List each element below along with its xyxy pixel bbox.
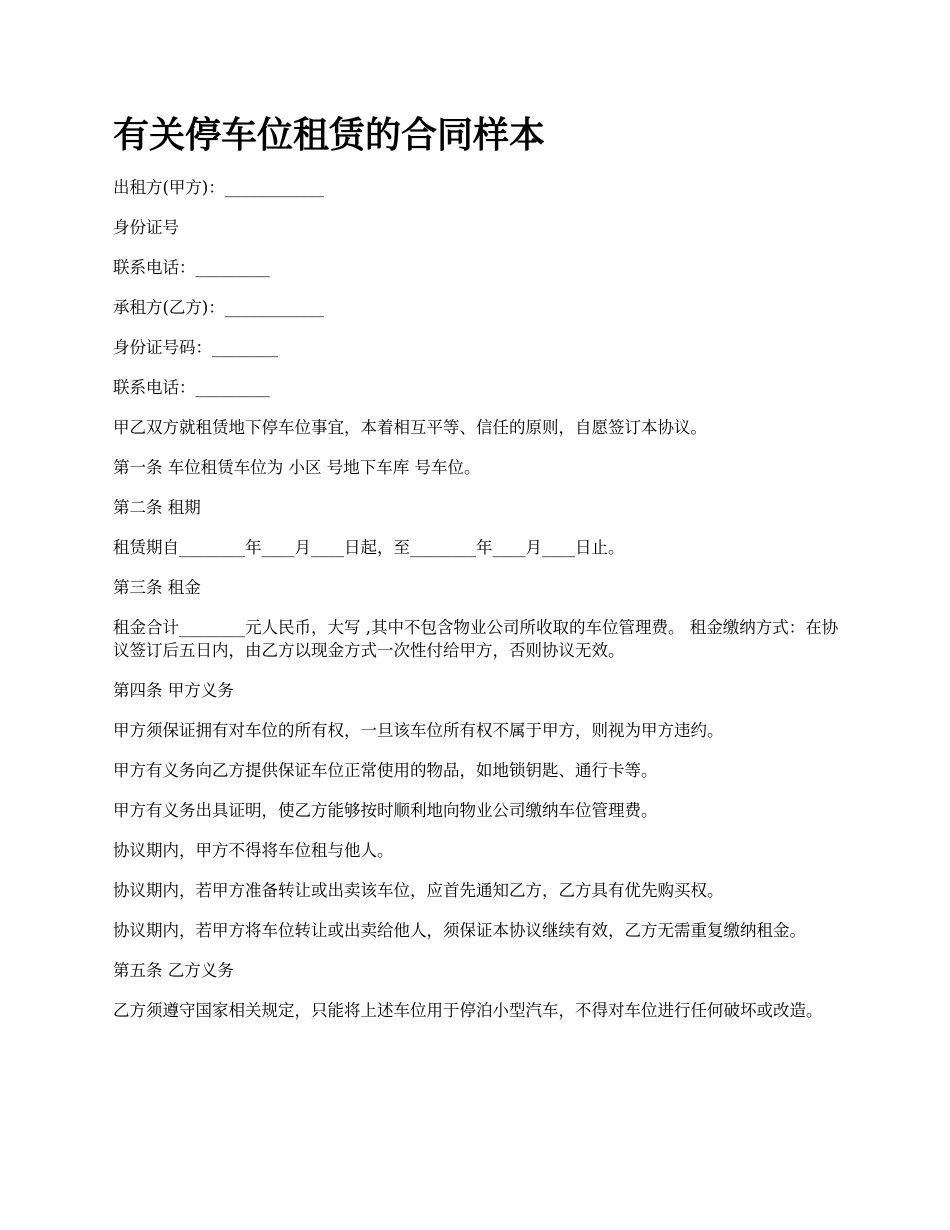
document-title: 有关停车位租赁的合同样本 xyxy=(113,115,546,156)
lessee-id-field: 身份证号码：________ xyxy=(113,338,278,357)
lessee-field: 承租方(乙方)：____________ xyxy=(113,298,324,317)
article-3-heading: 第三条 租金 xyxy=(113,578,201,597)
lessor-duty-1: 甲方须保证拥有对车位的所有权，一旦该车位所有权不属于甲方，则视为甲方违约。 xyxy=(113,721,724,740)
article-4-heading: 第四条 甲方义务 xyxy=(113,681,234,700)
document-body xyxy=(113,176,841,1039)
article-5-heading: 第五条 乙方义务 xyxy=(113,961,234,980)
lessor-duty-3: 甲方有义务出具证明，使乙方能够按时顺利地向物业公司缴纳车位管理费。 xyxy=(113,801,658,820)
preamble-paragraph: 甲乙双方就租赁地下停车位事宜，本着相互平等、信任的原则，自愿签订本协议。 xyxy=(113,418,707,437)
lessor-duty-6: 协议期内，若甲方将车位转让或出卖给他人，须保证本协议继续有效，乙方无需重复缴纳租金。 xyxy=(113,921,806,940)
rent-paragraph: 租金合计________元人民币，大写 ,其中不包含物业公司所收取的车位管理费。 租金缴纳方式：在协议签订后五日内，由乙方以现金方式一次性付给甲方，否则协议无效。 xyxy=(113,618,839,660)
lessor-id-field: 身份证号 xyxy=(113,218,179,237)
lessor-duty-2: 甲方有义务向乙方提供保证车位正常使用的物品，如地锁钥匙、通行卡等。 xyxy=(113,761,658,780)
lessor-field: 出租方(甲方)：____________ xyxy=(113,178,324,197)
lease-term-paragraph: 租赁期自________年____月____日起，至________年____月____日止。 xyxy=(113,538,625,557)
lessee-phone-field: 联系电话：_________ xyxy=(113,378,270,397)
lessee-duty-1: 乙方须遵守国家相关规定，只能将上述车位用于停泊小型汽车，不得对车位进行任何破坏或改造。 xyxy=(113,1001,823,1020)
lessor-duty-4: 协议期内，甲方不得将车位租与他人。 xyxy=(113,841,394,860)
lessor-duty-5: 协议期内，若甲方准备转让或出卖该车位，应首先通知乙方，乙方具有优先购买权。 xyxy=(113,881,724,900)
lessor-phone-field: 联系电话：_________ xyxy=(113,258,270,277)
article-1-paragraph: 第一条 车位租赁车位为 小区 号地下车库 号车位。 xyxy=(113,458,481,477)
article-2-heading: 第二条 租期 xyxy=(113,498,201,517)
